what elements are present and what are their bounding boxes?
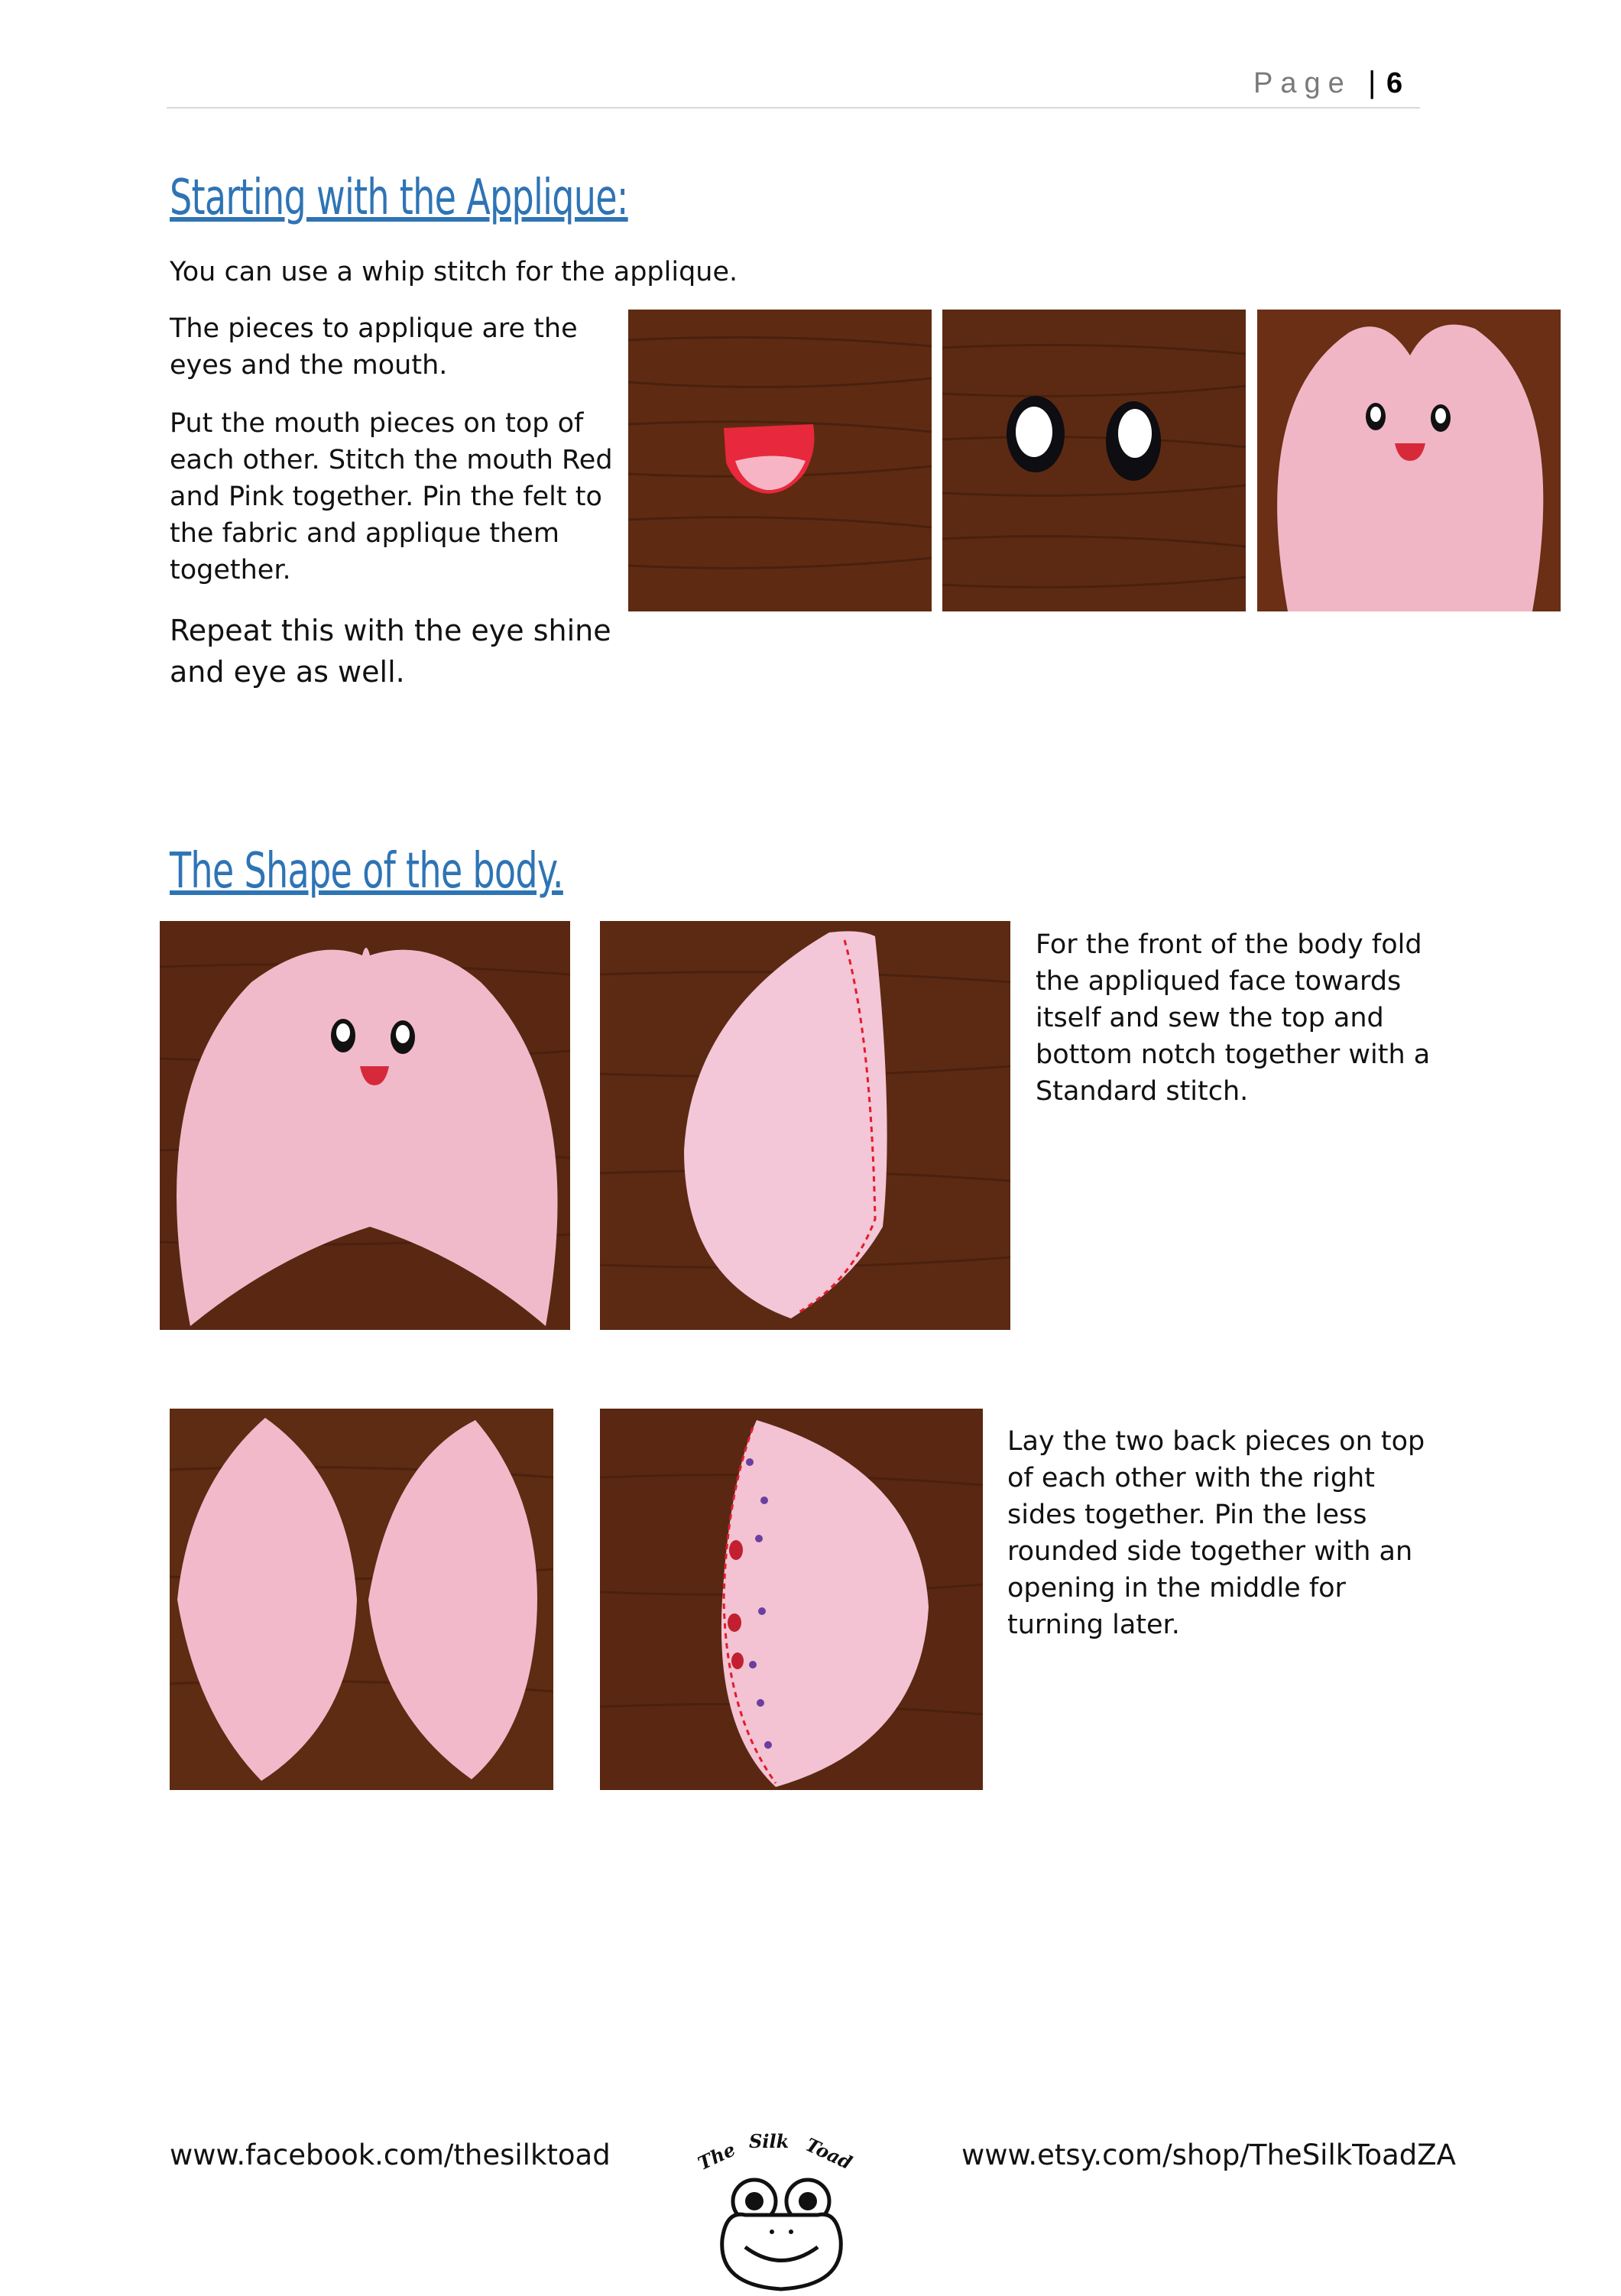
footer-etsy-link[interactable]: www.etsy.com/shop/TheSilkToadZA	[961, 2139, 1456, 2171]
silk-toad-logo	[692, 2125, 867, 2293]
header-rule	[167, 107, 1420, 109]
section-heading-applique: Starting with the Applique:	[170, 170, 628, 226]
photo-mouth-felt	[628, 310, 932, 611]
svg-text:The: The	[694, 2138, 739, 2175]
section-heading-body-shape: The Shape of the body.	[170, 843, 563, 900]
svg-text:Toad: Toad	[802, 2133, 856, 2174]
photo-front-body-folded	[600, 921, 1010, 1330]
photo-appliqued-face	[1257, 310, 1561, 611]
footer-facebook-link[interactable]: www.facebook.com/thesilktoad	[170, 2139, 611, 2171]
back-pieces-instructions	[1007, 1423, 1435, 1665]
photo-eyes-felt	[942, 310, 1246, 611]
paragraph: Lay the two back pieces on top of each other with the right sides together. Pin the less rounded side together with an opening in the middle for turning later.	[1007, 1426, 1425, 1640]
paragraph: Put the mouth pieces on top of each other. Stitch the mouth Red and Pink together. Pin the felt to the fabric and applique them together.	[170, 408, 613, 585]
page-number: 6	[1386, 67, 1403, 99]
paragraph: The pieces to applique are the eyes and the mouth.	[170, 313, 578, 381]
photo-back-pieces	[170, 1409, 553, 1790]
svg-text:Silk: Silk	[749, 2130, 789, 2152]
applique-text	[170, 310, 621, 714]
paragraph: Repeat this with the eye shine and eye as well.	[170, 614, 611, 689]
page-separator: |	[1368, 66, 1376, 99]
paragraph: For the front of the body fold the appliqued face towards itself and sew the top and bottom notch together with a Standard stitch.	[1036, 929, 1431, 1107]
front-body-instructions	[1036, 926, 1433, 1131]
page-label: Page	[1253, 67, 1352, 99]
applique-intro	[170, 254, 1240, 312]
photo-front-body-flat	[160, 921, 570, 1330]
photo-back-pieces-pinned	[600, 1409, 983, 1790]
paragraph: You can use a whip stitch for the applique.	[170, 257, 738, 287]
